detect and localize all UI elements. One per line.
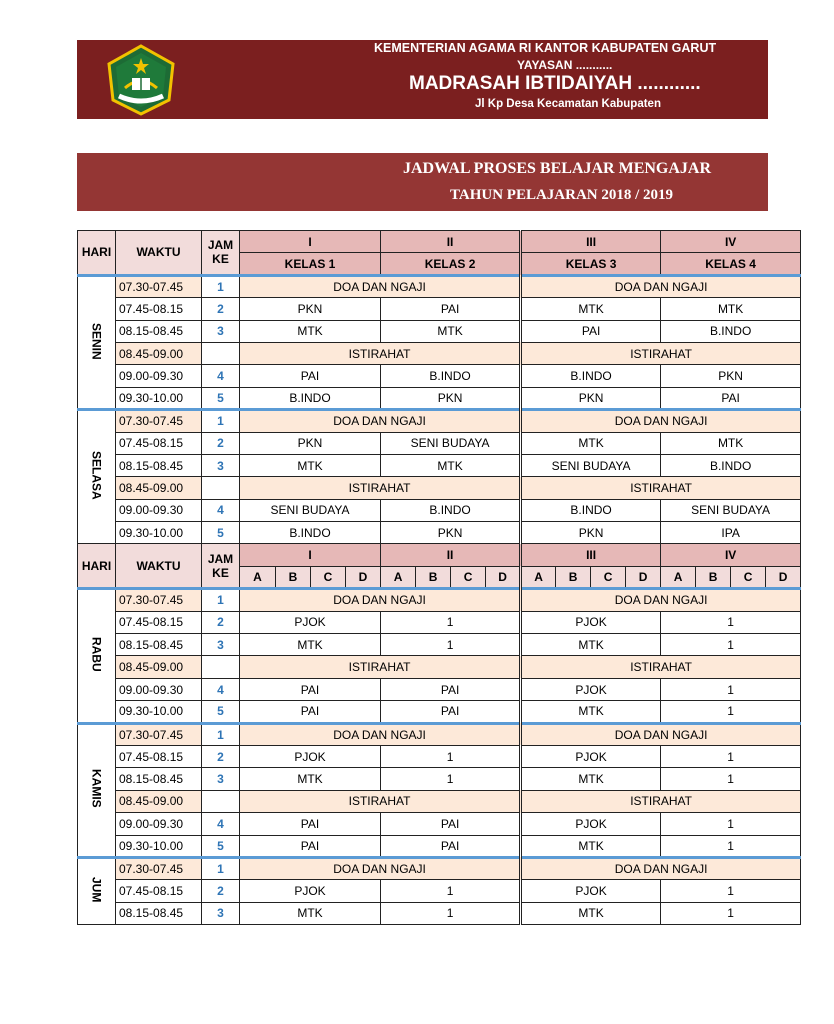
- header-level-4: IV: [661, 231, 801, 253]
- subject-cell: B.INDO: [381, 499, 521, 521]
- subject-cell: MTK: [521, 768, 661, 790]
- subject-cell: MTK: [521, 298, 661, 320]
- subject-cell: PJOK: [521, 611, 661, 633]
- subject-cell: PKN: [521, 387, 661, 409]
- subject-cell: PJOK: [521, 880, 661, 902]
- subject-cell: PAI: [381, 678, 521, 700]
- subject-cell: 1: [661, 678, 801, 700]
- table-row: [78, 611, 801, 633]
- jam-cell: 3: [202, 634, 240, 656]
- subject-cell: PAI: [661, 387, 801, 409]
- header-jam-ke: JAM KE: [202, 231, 240, 276]
- subject-cell: 1: [661, 813, 801, 835]
- table-row: [78, 365, 801, 387]
- subject-cell: 1: [661, 768, 801, 790]
- time-cell: 09.30-10.00: [116, 387, 202, 409]
- time-cell: 07.45-08.15: [116, 432, 202, 454]
- letterhead: [77, 40, 768, 119]
- jam-cell: 1: [202, 589, 240, 611]
- table-row: [78, 768, 801, 790]
- jam-cell: 4: [202, 499, 240, 521]
- jam-cell: 3: [202, 768, 240, 790]
- header-sub-2-3: D: [486, 566, 521, 588]
- foundation-name: YAYASAN ...........: [517, 58, 613, 72]
- header-hari: HARI: [78, 231, 116, 276]
- jam-cell: 2: [202, 880, 240, 902]
- header-sub-1-0: A: [240, 566, 276, 588]
- jam-cell: 1: [202, 275, 240, 297]
- special-activity: ISTIRAHAT: [521, 790, 801, 812]
- day-name: [78, 857, 116, 924]
- table-row: [78, 902, 801, 924]
- ministry-name: KEMENTERIAN AGAMA RI KANTOR KABUPATEN GARUT: [374, 41, 717, 55]
- time-cell: 07.30-07.45: [116, 589, 202, 611]
- subject-cell: PJOK: [521, 745, 661, 767]
- header-sub-4-2: C: [731, 566, 766, 588]
- subject-cell: MTK: [240, 454, 381, 476]
- special-activity: ISTIRAHAT: [240, 342, 521, 364]
- subject-cell: PAI: [240, 365, 381, 387]
- subject-cell: 1: [661, 902, 801, 924]
- header-kelas-2: KELAS 2: [381, 253, 521, 275]
- subject-cell: SENI BUDAYA: [661, 499, 801, 521]
- table-row: [78, 678, 801, 700]
- subject-cell: PAI: [240, 813, 381, 835]
- subject-cell: PAI: [381, 298, 521, 320]
- time-cell: 07.30-07.45: [116, 275, 202, 297]
- special-activity: DOA DAN NGAJI: [521, 275, 801, 297]
- header-waktu: WAKTU: [116, 544, 202, 589]
- subject-cell: MTK: [661, 432, 801, 454]
- subject-cell: PAI: [381, 835, 521, 857]
- subject-cell: PAI: [240, 835, 381, 857]
- time-cell: 08.15-08.45: [116, 320, 202, 342]
- time-cell: 09.00-09.30: [116, 365, 202, 387]
- jam-cell: 5: [202, 522, 240, 544]
- subject-cell: 1: [661, 701, 801, 723]
- jam-cell: 3: [202, 902, 240, 924]
- subject-cell: MTK: [240, 320, 381, 342]
- subject-cell: 1: [661, 634, 801, 656]
- subject-cell: PAI: [521, 320, 661, 342]
- table-row: [78, 723, 801, 745]
- jam-cell: 4: [202, 813, 240, 835]
- jam-cell: 5: [202, 387, 240, 409]
- subject-cell: PJOK: [521, 813, 661, 835]
- header-sub-1-1: B: [276, 566, 311, 588]
- special-activity: DOA DAN NGAJI: [240, 723, 521, 745]
- day-label: RABU: [89, 637, 104, 672]
- special-activity: DOA DAN NGAJI: [240, 589, 521, 611]
- table-row: [78, 745, 801, 767]
- subject-cell: PKN: [521, 522, 661, 544]
- subject-cell: PJOK: [240, 745, 381, 767]
- header-level-1: I: [240, 544, 381, 566]
- subject-cell: 1: [381, 634, 521, 656]
- jam-cell: 2: [202, 298, 240, 320]
- header-sub-2-0: A: [381, 566, 416, 588]
- special-activity: DOA DAN NGAJI: [521, 410, 801, 432]
- subject-cell: MTK: [521, 432, 661, 454]
- time-cell: 08.15-08.45: [116, 768, 202, 790]
- table-row: [78, 880, 801, 902]
- table-row: [78, 634, 801, 656]
- table-row: [78, 656, 801, 678]
- special-activity: DOA DAN NGAJI: [521, 857, 801, 879]
- subject-cell: 1: [381, 902, 521, 924]
- time-cell: 09.00-09.30: [116, 678, 202, 700]
- subject-cell: PKN: [381, 522, 521, 544]
- subject-cell: PAI: [240, 701, 381, 723]
- time-cell: 07.45-08.15: [116, 298, 202, 320]
- time-cell: 09.00-09.30: [116, 813, 202, 835]
- day-label: JUM: [89, 877, 104, 903]
- header-sub-4-0: A: [661, 566, 696, 588]
- subject-cell: B.INDO: [521, 499, 661, 521]
- subject-cell: B.INDO: [661, 454, 801, 476]
- time-cell: 08.15-08.45: [116, 634, 202, 656]
- time-cell: 08.15-08.45: [116, 902, 202, 924]
- subject-cell: MTK: [381, 320, 521, 342]
- subject-cell: B.INDO: [240, 522, 381, 544]
- jam-cell: 1: [202, 857, 240, 879]
- special-activity: ISTIRAHAT: [521, 656, 801, 678]
- subject-cell: PJOK: [521, 678, 661, 700]
- header-kelas-3: KELAS 3: [521, 253, 661, 275]
- time-cell: 07.45-08.15: [116, 880, 202, 902]
- subject-cell: IPA: [661, 522, 801, 544]
- jam-cell: 5: [202, 835, 240, 857]
- subject-cell: SENI BUDAYA: [381, 432, 521, 454]
- jam-cell: 3: [202, 454, 240, 476]
- time-cell: 09.00-09.30: [116, 499, 202, 521]
- header-level-4: IV: [661, 544, 801, 566]
- subject-cell: 1: [661, 611, 801, 633]
- jam-cell: 1: [202, 410, 240, 432]
- header-sub-3-2: C: [591, 566, 626, 588]
- header-level-1: I: [240, 231, 381, 253]
- special-activity: DOA DAN NGAJI: [521, 723, 801, 745]
- school-address: Jl Kp Desa Kecamatan Kabupaten: [475, 98, 661, 110]
- time-cell: 08.45-09.00: [116, 477, 202, 499]
- subject-cell: PKN: [381, 387, 521, 409]
- subject-cell: 1: [661, 745, 801, 767]
- subject-cell: MTK: [240, 634, 381, 656]
- jam-cell: 4: [202, 365, 240, 387]
- table-row: [78, 298, 801, 320]
- subject-cell: B.INDO: [661, 320, 801, 342]
- subject-cell: 1: [661, 880, 801, 902]
- special-activity: ISTIRAHAT: [240, 790, 521, 812]
- jam-cell: [202, 656, 240, 678]
- day-name: [78, 589, 116, 723]
- header-level-2: II: [381, 231, 521, 253]
- header-sub-3-1: B: [556, 566, 591, 588]
- table-row: [78, 522, 801, 544]
- subject-cell: MTK: [521, 701, 661, 723]
- time-cell: 07.45-08.15: [116, 611, 202, 633]
- special-activity: ISTIRAHAT: [240, 477, 521, 499]
- special-activity: DOA DAN NGAJI: [240, 275, 521, 297]
- subject-cell: MTK: [240, 768, 381, 790]
- time-cell: 08.45-09.00: [116, 656, 202, 678]
- subject-cell: PAI: [381, 701, 521, 723]
- jam-cell: [202, 477, 240, 499]
- subject-cell: B.INDO: [521, 365, 661, 387]
- subject-cell: PKN: [240, 298, 381, 320]
- table-row: [78, 701, 801, 723]
- schedule-title: [77, 153, 768, 211]
- time-cell: 08.15-08.45: [116, 454, 202, 476]
- header-sub-2-1: B: [416, 566, 451, 588]
- subject-cell: PAI: [381, 813, 521, 835]
- subject-cell: B.INDO: [240, 387, 381, 409]
- subject-cell: 1: [381, 880, 521, 902]
- header-waktu: WAKTU: [116, 231, 202, 276]
- time-cell: 08.45-09.00: [116, 790, 202, 812]
- subject-cell: MTK: [521, 835, 661, 857]
- table-row: [78, 790, 801, 812]
- time-cell: 09.30-10.00: [116, 835, 202, 857]
- subject-cell: SENI BUDAYA: [521, 454, 661, 476]
- header-sub-1-3: D: [346, 566, 381, 588]
- time-cell: 07.45-08.15: [116, 745, 202, 767]
- day-label: KAMIS: [89, 769, 104, 809]
- jam-cell: 2: [202, 745, 240, 767]
- table-row: [78, 275, 801, 297]
- subject-cell: MTK: [381, 454, 521, 476]
- table-row: [78, 410, 801, 432]
- day-name: [78, 410, 116, 544]
- school-name: MADRASAH IBTIDAIYAH ............: [409, 73, 701, 94]
- time-cell: 07.30-07.45: [116, 410, 202, 432]
- header-sub-4-3: D: [766, 566, 801, 588]
- day-name: [78, 275, 116, 409]
- jam-cell: 2: [202, 432, 240, 454]
- jam-cell: 3: [202, 320, 240, 342]
- title-line-1: JADWAL PROSES BELAJAR MENGAJAR: [403, 160, 712, 177]
- subject-cell: 1: [381, 768, 521, 790]
- special-activity: DOA DAN NGAJI: [240, 857, 521, 879]
- header-level-2: II: [381, 544, 521, 566]
- subject-cell: PKN: [661, 365, 801, 387]
- header-sub-4-1: B: [696, 566, 731, 588]
- table-row: [78, 432, 801, 454]
- jam-cell: 2: [202, 611, 240, 633]
- special-activity: DOA DAN NGAJI: [240, 410, 521, 432]
- time-cell: 09.30-10.00: [116, 522, 202, 544]
- title-line-2: TAHUN PELAJARAN 2018 / 2019: [450, 187, 674, 203]
- header-sub-3-3: D: [626, 566, 661, 588]
- day-label: SELASA: [89, 451, 104, 501]
- time-cell: 07.30-07.45: [116, 857, 202, 879]
- day-label: SENIN: [89, 322, 104, 360]
- special-activity: ISTIRAHAT: [240, 656, 521, 678]
- table-row: [78, 454, 801, 476]
- jam-cell: [202, 790, 240, 812]
- header-sub-3-0: A: [521, 566, 556, 588]
- header-sub-1-2: C: [311, 566, 346, 588]
- subject-cell: PKN: [240, 432, 381, 454]
- subject-cell: 1: [381, 611, 521, 633]
- header-level-3: III: [521, 231, 661, 253]
- subject-cell: SENI BUDAYA: [240, 499, 381, 521]
- subject-cell: B.INDO: [381, 365, 521, 387]
- header-kelas-1: KELAS 1: [240, 253, 381, 275]
- jam-cell: [202, 342, 240, 364]
- subject-cell: MTK: [521, 634, 661, 656]
- jam-cell: 5: [202, 701, 240, 723]
- subject-cell: MTK: [521, 902, 661, 924]
- header-level-3: III: [521, 544, 661, 566]
- subject-cell: 1: [661, 835, 801, 857]
- table-row: [78, 857, 801, 879]
- time-cell: 08.45-09.00: [116, 342, 202, 364]
- subject-cell: MTK: [661, 298, 801, 320]
- special-activity: ISTIRAHAT: [521, 477, 801, 499]
- header-sub-2-2: C: [451, 566, 486, 588]
- table-row: [78, 813, 801, 835]
- table-row: [78, 499, 801, 521]
- table-row: [78, 320, 801, 342]
- subject-cell: PJOK: [240, 611, 381, 633]
- jam-cell: 1: [202, 723, 240, 745]
- table-row: [78, 477, 801, 499]
- subject-cell: MTK: [240, 902, 381, 924]
- time-cell: 09.30-10.00: [116, 701, 202, 723]
- table-row: [78, 387, 801, 409]
- subject-cell: PJOK: [240, 880, 381, 902]
- table-row: [78, 342, 801, 364]
- header-jam-ke: JAM KE: [202, 544, 240, 589]
- jam-cell: 4: [202, 678, 240, 700]
- special-activity: DOA DAN NGAJI: [521, 589, 801, 611]
- day-name: [78, 723, 116, 857]
- header-kelas-4: KELAS 4: [661, 253, 801, 275]
- schedule-table: [77, 230, 801, 925]
- table-row: [78, 835, 801, 857]
- kemenag-logo-icon: [105, 44, 177, 116]
- table-row: [78, 589, 801, 611]
- subject-cell: PAI: [240, 678, 381, 700]
- subject-cell: 1: [381, 745, 521, 767]
- header-hari: HARI: [78, 544, 116, 589]
- time-cell: 07.30-07.45: [116, 723, 202, 745]
- special-activity: ISTIRAHAT: [521, 342, 801, 364]
